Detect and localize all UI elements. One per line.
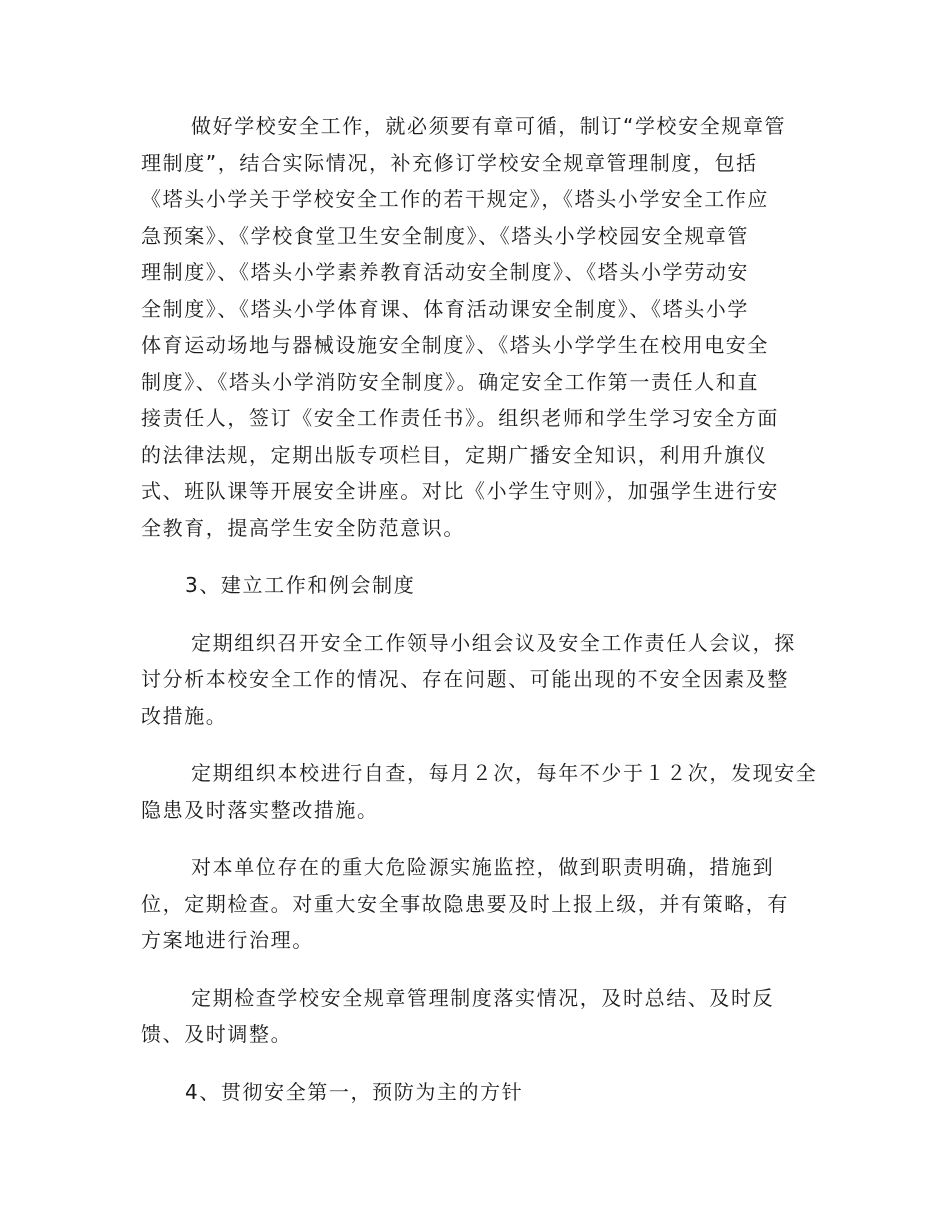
- text-line: 改措施。: [141, 703, 228, 728]
- text-line: 馈、及时调整。: [141, 1022, 293, 1046]
- text-line: 讨分析本校安全工作的情况、存在问题、可能出现的不安全因素及整: [141, 667, 789, 691]
- text-line: 接责任人，签订《安全工作责任书》。组织老师和学生学习安全方面: [141, 406, 779, 430]
- text-line: 对本单位存在的重大危险源实施监控，做到职责明确，措施到: [191, 855, 775, 879]
- text-line: 隐患及时落实整改措施。: [141, 797, 379, 822]
- text-line: 全教育，提高学生安全防范意识。: [141, 515, 465, 540]
- heading-text: 4、贯彻安全第一，预防为主的方针: [185, 1079, 524, 1104]
- text-line: 式、班队课等开展安全讲座。对比《小学生守则》，加强学生进行安: [141, 479, 779, 503]
- section-heading-3: [141, 567, 817, 604]
- text-line: 制度》、《塔头小学消防安全制度》。确定安全工作第一责任人和直: [141, 369, 759, 394]
- text-line: 体育运动场地与器械设施安全制度》、《塔头小学学生在校用电安全: [141, 333, 769, 357]
- text-line: 全制度》、《塔头小学体育课、体育活动课安全制度》、《塔头小学: [141, 296, 749, 321]
- text-line: 位，定期检查。对重大安全事故隐患要及时上报上级，并有策略，有: [141, 891, 789, 916]
- text-line: 的法律法规，定期出版专项栏目，定期广播安全知识，利用升旗仪: [141, 442, 768, 467]
- text-line: 理制度”，结合实际情况，补充修订学校安全规章管理制度，包括: [141, 150, 758, 175]
- text-line: 《塔头小学关于学校安全工作的若干规定》，《塔头小学安全工作应: [141, 187, 769, 211]
- paragraph-hazard-monitoring: [141, 849, 817, 959]
- text-line: 理制度》、《塔头小学素养教育活动安全制度》、《塔头小学劳动安: [141, 260, 749, 284]
- text-line: 方案地进行治理。: [141, 928, 314, 952]
- text-line: 做好学校安全工作，就必须要有章可循，制订“学校安全规章管: [191, 114, 787, 138]
- paragraph-meetings: [141, 625, 817, 735]
- text-line: 定期检查学校安全规章管理制度落实情况，及时总结、及时反: [191, 985, 775, 1010]
- paragraph-safety-regulations: [141, 108, 817, 546]
- paragraph-regulation-review: [141, 980, 817, 1053]
- text-line: 急预案》、《学校食堂卫生安全制度》、《塔头小学校园安全规章管: [141, 223, 749, 248]
- document-body: [141, 108, 817, 1110]
- text-line: 定期组织召开安全工作领导小组会议及安全工作责任人会议，探: [191, 630, 796, 655]
- paragraph-self-inspection: [141, 755, 817, 828]
- section-heading-4: [141, 1074, 817, 1111]
- heading-text: 3、建立工作和例会制度: [185, 573, 416, 597]
- text-line: 定期组织本校进行自查，每月２次，每年不少于１２次，发现安全: [191, 761, 818, 785]
